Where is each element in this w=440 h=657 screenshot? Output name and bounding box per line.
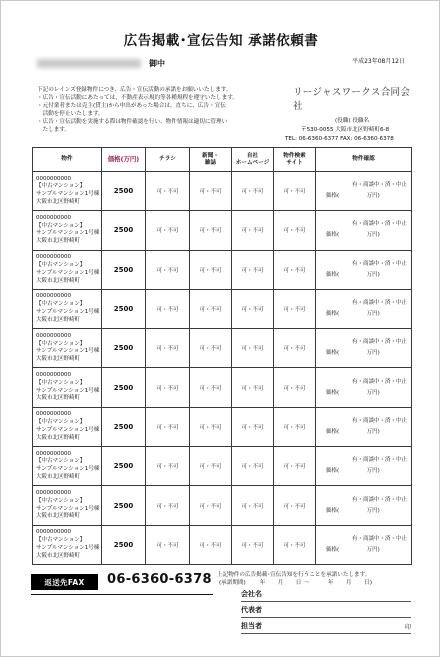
table-row <box>33 447 412 486</box>
table-row <box>33 525 412 564</box>
confirm-price-note: 価格( 万円) <box>326 428 380 435</box>
intro-line: ・元付業者または売主(貸主)から申出があった場合は、直ちに、広告・宣伝 <box>37 103 226 110</box>
property-name: サンプルマンション1号棟 <box>36 309 100 316</box>
newspaper-permission[interactable]: 可・不可 <box>190 250 232 289</box>
property-name: サンプルマンション1号棟 <box>36 426 100 433</box>
flyer-permission[interactable]: 可・不可 <box>146 289 190 328</box>
website-permission[interactable]: 可・不可 <box>232 172 274 211</box>
property-id: 0000000000 <box>36 450 71 457</box>
intro-line: 下記のレインズ登録物件につき、広告・宣伝活動の承諾をお願いいたします。 <box>37 87 232 93</box>
property-name: サンプルマンション1号棟 <box>36 544 100 551</box>
fax-label-badge: 返送先FAX <box>31 574 98 590</box>
flyer-permission[interactable]: 可・不可 <box>146 172 190 211</box>
property-kind: 【中古マンション】 <box>36 419 86 426</box>
property-address: 大阪市北区野崎町 <box>36 552 81 559</box>
header-portal-line: サイト <box>286 159 303 166</box>
property-id: 0000000000 <box>36 214 71 221</box>
property-address: 大阪市北区野崎町 <box>36 316 81 323</box>
price-cell: 2500 <box>102 172 146 211</box>
confirm-cell[interactable] <box>316 289 412 328</box>
confirm-cell[interactable] <box>316 525 412 564</box>
property-address: 大阪市北区野崎町 <box>36 277 81 284</box>
confirm-price-note: 価格( 万円) <box>326 546 380 553</box>
seal-mark: 印 <box>404 624 411 631</box>
portal-permission[interactable]: 可・不可 <box>274 289 316 328</box>
confirm-cell[interactable] <box>316 447 412 486</box>
company-name-label: 会社名 <box>241 590 262 598</box>
property-name: サンプルマンション1号棟 <box>36 191 100 198</box>
website-permission[interactable]: 可・不可 <box>232 211 274 250</box>
property-name: サンプルマンション1号棟 <box>36 348 100 355</box>
header-newspaper <box>190 148 232 172</box>
property-kind: 【中古マンション】 <box>36 458 86 465</box>
document-date: 平成23年08月12日 <box>352 58 405 65</box>
intro-line: たします。 <box>37 127 71 134</box>
property-name: サンプルマンション1号棟 <box>36 269 100 276</box>
table-row <box>33 289 412 328</box>
flyer-permission[interactable]: 可・不可 <box>146 329 190 368</box>
property-address: 大阪市北区野崎町 <box>36 434 81 441</box>
property-address: 大阪市北区野崎町 <box>36 395 81 402</box>
company-tel-fax: TEL: 06-6360-6377 FAX: 06-6360-6378 <box>285 135 394 142</box>
confirm-status: 有・商談中・済・中止 <box>352 339 408 346</box>
portal-permission[interactable]: 可・不可 <box>274 447 316 486</box>
property-address: 大阪市北区野崎町 <box>36 356 81 363</box>
property-id: 0000000000 <box>36 254 71 261</box>
newspaper-permission[interactable]: 可・不可 <box>190 211 232 250</box>
property-address: 大阪市北区野崎町 <box>36 238 81 245</box>
company-role: (役職) 役職名 <box>335 118 370 124</box>
company-block <box>285 84 419 143</box>
property-cell <box>33 447 102 486</box>
confirm-price-note: 価格( 万円) <box>326 350 380 357</box>
price-cell: 2500 <box>102 211 146 250</box>
representative-field[interactable] <box>241 605 411 618</box>
property-name: サンプルマンション1号棟 <box>36 505 100 512</box>
person-in-charge-label: 担当者 <box>241 622 262 630</box>
table-row <box>33 368 412 407</box>
price-cell: 2500 <box>102 250 146 289</box>
price-cell: 2500 <box>102 486 146 525</box>
property-name: サンプルマンション1号棟 <box>36 387 100 394</box>
property-kind: 【中古マンション】 <box>36 301 86 308</box>
price-cell: 2500 <box>102 447 146 486</box>
intro-text <box>37 86 262 135</box>
property-address: 大阪市北区野崎町 <box>36 513 81 520</box>
header-property: 物件 <box>33 148 102 172</box>
property-cell <box>33 525 102 564</box>
portal-permission[interactable]: 可・不可 <box>274 211 316 250</box>
website-permission[interactable]: 可・不可 <box>232 447 274 486</box>
header-newspaper-line: 新聞・ <box>202 152 219 159</box>
property-kind: 【中古マンション】 <box>36 379 86 386</box>
flyer-permission[interactable]: 可・不可 <box>146 368 190 407</box>
newspaper-permission[interactable]: 可・不可 <box>190 407 232 446</box>
confirm-status: 有・商談中・済・中止 <box>352 417 408 424</box>
approval-statement: 上記物件の広告掲載･宣伝告知を行うことを承諾いたします。 <box>217 572 371 578</box>
fax-number: 06-6360-6378 <box>107 572 212 587</box>
table-row <box>33 172 412 211</box>
property-kind: 【中古マンション】 <box>36 537 86 544</box>
website-permission[interactable]: 可・不可 <box>232 486 274 525</box>
property-id: 0000000000 <box>36 489 71 496</box>
website-permission[interactable]: 可・不可 <box>232 368 274 407</box>
approval-period-label: (承諾期間) <box>219 580 246 586</box>
property-id: 0000000000 <box>36 175 71 182</box>
property-kind: 【中古マンション】 <box>36 340 86 347</box>
flyer-permission[interactable]: 可・不可 <box>146 250 190 289</box>
fax-divider <box>31 594 213 595</box>
intro-line: 活動を停止いたします。 <box>37 111 104 118</box>
price-cell: 2500 <box>102 407 146 446</box>
property-cell <box>33 172 102 211</box>
portal-permission[interactable]: 可・不可 <box>274 329 316 368</box>
property-kind: 【中古マンション】 <box>36 261 86 268</box>
portal-permission[interactable]: 可・不可 <box>274 407 316 446</box>
newspaper-permission[interactable]: 可・不可 <box>190 172 232 211</box>
property-cell <box>33 368 102 407</box>
header-portal <box>274 148 316 172</box>
confirm-status: 有・商談中・済・中止 <box>352 182 408 189</box>
approval-period <box>217 579 417 587</box>
confirm-price-note: 価格( 万円) <box>326 232 380 239</box>
property-name: サンプルマンション1号棟 <box>36 230 100 237</box>
confirm-cell[interactable] <box>316 250 412 289</box>
confirm-cell[interactable] <box>316 211 412 250</box>
property-kind: 【中古マンション】 <box>36 183 86 190</box>
price-cell: 2500 <box>102 368 146 407</box>
website-permission[interactable]: 可・不可 <box>232 289 274 328</box>
header-portal-line: 物件検索 <box>283 152 306 159</box>
property-kind: 【中古マンション】 <box>36 497 86 504</box>
property-cell <box>33 289 102 328</box>
person-in-charge-field[interactable] <box>241 621 411 634</box>
property-cell <box>33 250 102 289</box>
table-row <box>33 407 412 446</box>
flyer-permission[interactable]: 可・不可 <box>146 407 190 446</box>
confirm-status: 有・商談中・済・中止 <box>352 457 408 464</box>
confirm-price-note: 価格( 万円) <box>326 389 380 396</box>
property-table <box>32 147 412 565</box>
property-address: 大阪市北区野崎町 <box>36 198 81 205</box>
table-row <box>33 250 412 289</box>
newspaper-permission[interactable]: 可・不可 <box>190 486 232 525</box>
confirm-status: 有・商談中・済・中止 <box>352 260 408 267</box>
company-name-field[interactable] <box>241 589 411 602</box>
price-cell: 2500 <box>102 289 146 328</box>
confirm-status: 有・商談中・済・中止 <box>352 535 408 542</box>
portal-permission[interactable]: 可・不可 <box>274 368 316 407</box>
confirm-price-note: 価格( 万円) <box>326 193 380 200</box>
website-permission[interactable]: 可・不可 <box>232 329 274 368</box>
table-row <box>33 486 412 525</box>
approval-block <box>217 571 417 587</box>
property-id: 0000000000 <box>36 411 71 418</box>
property-id: 0000000000 <box>36 529 71 536</box>
confirm-status: 有・商談中・済・中止 <box>352 221 408 228</box>
property-cell <box>33 486 102 525</box>
website-permission[interactable]: 可・不可 <box>232 525 274 564</box>
newspaper-permission[interactable]: 可・不可 <box>190 329 232 368</box>
property-cell <box>33 329 102 368</box>
price-cell: 2500 <box>102 329 146 368</box>
confirm-cell[interactable] <box>316 407 412 446</box>
website-permission[interactable]: 可・不可 <box>232 407 274 446</box>
property-id: 0000000000 <box>36 372 71 379</box>
newspaper-permission[interactable]: 可・不可 <box>190 368 232 407</box>
header-flyer: チラシ <box>146 148 190 172</box>
confirm-status: 有・商談中・済・中止 <box>352 378 408 385</box>
flyer-permission[interactable]: 可・不可 <box>146 525 190 564</box>
flyer-permission[interactable]: 可・不可 <box>146 447 190 486</box>
portal-permission[interactable]: 可・不可 <box>274 486 316 525</box>
property-address: 大阪市北区野崎町 <box>36 474 81 481</box>
table-body <box>33 172 412 565</box>
portal-permission[interactable]: 可・不可 <box>274 525 316 564</box>
portal-permission[interactable]: 可・不可 <box>274 172 316 211</box>
document-title: 広告掲載･宣伝告知 承諾依頼書 <box>123 33 319 49</box>
newspaper-permission[interactable]: 可・不可 <box>190 525 232 564</box>
confirm-cell[interactable] <box>316 368 412 407</box>
flyer-permission[interactable]: 可・不可 <box>146 486 190 525</box>
newspaper-permission[interactable]: 可・不可 <box>190 289 232 328</box>
company-address: 〒530-0055 大阪市北区野崎町6-8 <box>301 126 390 133</box>
recipient-suffix: 御中 <box>149 59 165 68</box>
table-row <box>33 211 412 250</box>
confirm-cell[interactable] <box>316 486 412 525</box>
confirm-cell[interactable] <box>316 172 412 211</box>
header-website-line: 自社 <box>246 152 259 159</box>
portal-permission[interactable]: 可・不可 <box>274 250 316 289</box>
confirm-price-note: 価格( 万円) <box>326 311 380 318</box>
intro-line: ・広告・宣伝活動にあたっては、不動産表示規約等各種規程を遵守いたします。 <box>37 95 238 102</box>
intro-line: ・広告・宣伝活動を実施する際は物件確認を行い、物件情報は適切に管理い <box>37 119 228 126</box>
property-kind: 【中古マンション】 <box>36 222 86 229</box>
approval-period-values: 年 月 日 〜 年 月 日) <box>259 580 373 586</box>
company-name: リージャスワークス合同会社 <box>293 87 411 112</box>
confirm-cell[interactable] <box>316 329 412 368</box>
website-permission[interactable]: 可・不可 <box>232 250 274 289</box>
property-cell <box>33 407 102 446</box>
header-confirm: 物件確認 <box>316 148 412 172</box>
confirm-price-note: 価格( 万円) <box>326 271 380 278</box>
property-cell <box>33 211 102 250</box>
confirm-status: 有・商談中・済・中止 <box>352 300 408 307</box>
header-website-line: ホームページ <box>235 159 270 166</box>
representative-label: 代表者 <box>241 606 262 614</box>
property-name: サンプルマンション1号棟 <box>36 466 100 473</box>
header-newspaper-line: 雑誌 <box>204 159 217 166</box>
confirm-price-note: 価格( 万円) <box>326 507 380 514</box>
header-price: 価格(万円) <box>102 148 146 172</box>
newspaper-permission[interactable]: 可・不可 <box>190 447 232 486</box>
price-cell: 2500 <box>102 525 146 564</box>
confirm-price-note: 価格( 万円) <box>326 468 380 475</box>
recipient-name-redacted <box>37 59 141 68</box>
property-id: 0000000000 <box>36 293 71 300</box>
table-row <box>33 329 412 368</box>
header-website <box>232 148 274 172</box>
flyer-permission[interactable]: 可・不可 <box>146 211 190 250</box>
property-id: 0000000000 <box>36 332 71 339</box>
confirm-status: 有・商談中・済・中止 <box>352 496 408 503</box>
table-header-row <box>33 148 412 172</box>
